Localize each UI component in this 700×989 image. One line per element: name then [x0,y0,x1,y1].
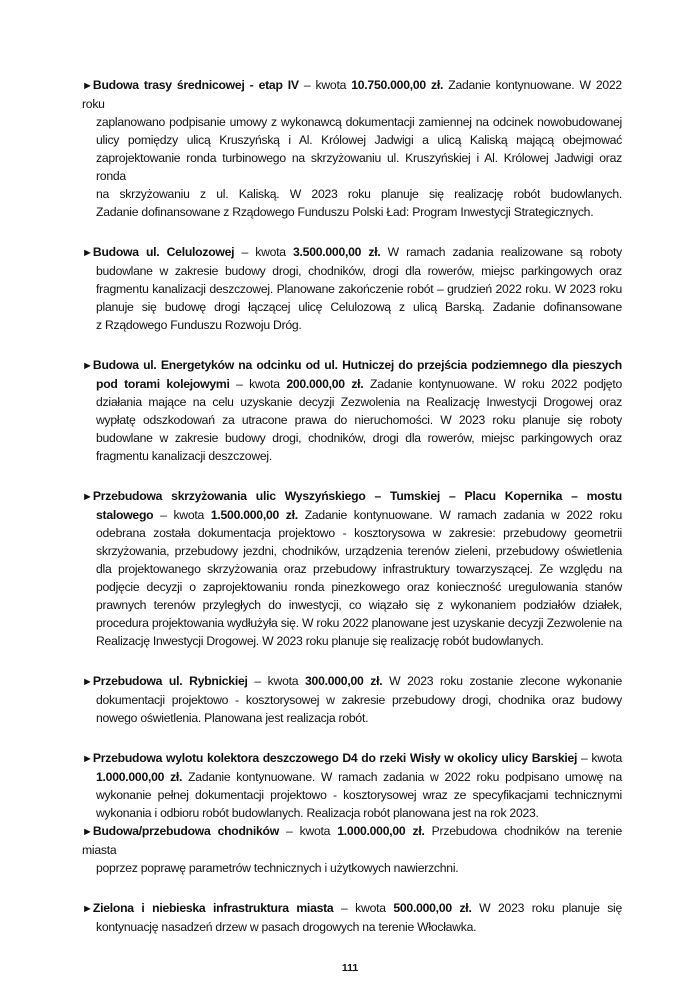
task-entry [82,243,622,334]
body-text: dla projektowanego skrzyżowania oraz przebudowy infrastruktury towarzyszącej. Ze względu na [96,562,622,576]
body-text: – kwota [577,751,623,765]
text-line [82,822,622,859]
task-entry [82,487,622,650]
body-text: fragmentu kanalizacji deszczowej. [96,449,273,463]
task-entry [82,749,622,822]
body-text: W 2023 roku zostanie zlecone wykonanie [382,674,622,688]
bullet-arrow-icon: ► [82,753,93,765]
body-text: ulicy pomiędzy ulicą Kruszyńską i Al. Królowej Jadwigi a ulicą Kaliską mającą obejmować [96,133,622,147]
text-line [82,375,622,393]
bullet-arrow-icon: ► [82,491,93,503]
body-text: planuje się budowę drogi łączącej ulicę Celulozową z ulicą Barską. Zadanie dofinansowane [96,300,622,314]
body-text: wykonanie pełnej dokumentacji projektowo - kosztorysowej wraz ze specyfikacjami technicznymi [96,788,622,802]
text-line [82,859,622,877]
task-entry [82,356,622,465]
bold-text: pod torami kolejowymi [96,377,230,391]
text-line [82,614,622,632]
body-text: – kwota [247,674,306,688]
body-text: Zadanie dofinansowane z Rządowego Funduszu Polski Ład: Program Inwestycji Strategicznych. [96,205,594,219]
body-text: W ramach zadania realizowane są roboty [380,245,622,259]
task-entry [82,822,622,877]
body-text: – kwota [278,824,338,838]
bold-text: Budowa trasy średnicowej - etap IV [92,78,299,92]
bold-text: Przebudowa ul. Rybnickiej [92,674,248,688]
body-text: – kwota [153,508,211,522]
body-text: z Rządowego Funduszu Rozwoju Dróg. [96,318,302,332]
bold-text: 1.500.000,00 zł. [210,508,298,522]
text-line [82,786,622,804]
bold-text: 1.000.000,00 zł. [337,824,425,838]
body-text: budowlane w zakresie budowy drogi, chodników, drogi dla rowerów, miejsc parkingowych oraz [96,264,622,278]
text-line [82,393,622,411]
text-line [82,487,622,506]
bold-text: stalowego [96,508,154,522]
text-line [82,578,622,596]
body-text: W 2023 roku planuje się [471,901,623,915]
body-text: podjęcie decyzji o zaprojektowaniu ronda pinezkowego oraz konieczność uregulowania stanów [96,580,622,594]
text-line [82,76,622,113]
body-text: budowlane w zakresie budowy drogi, chodników, drogi dla rowerów, miejsc parkingowych oraz [96,431,622,445]
body-text: wykonania i odbioru robót budowlanych. Realizacja robót planowana jest na rok 2023. [96,806,539,820]
body-text: procedura projektowania wydłużyła się. W roku 2022 planowane jest uzyskanie decyzji Zezwolenie na [96,616,622,630]
bullet-arrow-icon: ► [82,676,93,688]
body-text: poprzez poprawę parametrów technicznych i użytkowych nawierzchni. [96,861,459,875]
task-entry [82,672,622,727]
text-line [82,804,622,822]
bullet-arrow-icon: ► [82,826,93,838]
body-text: Realizację Inwestycji Drogowej. W 2023 roku planuje się realizację robót budowlanych. [96,634,544,648]
text-line [82,262,622,280]
body-text: – kwota [298,78,352,92]
text-line [82,691,622,709]
body-text: zaprojektowanie ronda turbinowego na skrzyżowaniu ul. Kruszyńskiej i Al. Królowej Jadwigi oraz ronda [96,151,622,183]
document-body [82,76,622,936]
body-text: Zadanie kontynuowane. W roku 2022 podjęto [363,377,622,391]
bullet-arrow-icon: ► [82,903,93,915]
bold-text: Przebudowa wylotu kolektora deszczowego D4 do rzeki Wisły w okolicy ulicy Barskiej [92,751,578,765]
text-line [82,447,622,465]
text-line [82,356,622,375]
bold-text: 300.000,00 zł. [305,674,383,688]
bold-text: 10.750.000,00 zł. [351,78,444,92]
text-line [82,709,622,727]
text-line [82,243,622,262]
text-line [82,524,622,542]
text-line [82,185,622,203]
text-line [82,560,622,578]
body-text: na skrzyżowaniu z ul. Kaliską. W 2023 roku planuje się realizację robót budowlanych. [96,187,622,201]
text-line [82,411,622,429]
task-entry [82,76,622,221]
body-text: Zadanie kontynuowane. W ramach zadania w 2022 roku [297,508,622,522]
body-text: kontynuację nasadzeń drzew w pasach drogowych na terenie Włocławka. [96,920,477,934]
body-text: Zadanie kontynuowane. W ramach zadania w 2022 roku podpisano umowę na [182,770,622,784]
bold-text: Budowa ul. Energetyków na odcinku od ul. Hutniczej do przejścia podziemnego dla pieszych [92,358,622,372]
text-line [82,113,622,131]
body-text: zaplanowano podpisanie umowy z wykonawcą dokumentacji zamiennej na odcinek nowobudowanej [96,115,622,129]
body-text: – kwota [229,377,287,391]
text-line [82,918,622,936]
body-text: Zadanie kontynuowane. W 2022 roku [82,78,622,111]
bold-text: Budowa ul. Celulozowej [92,245,235,259]
body-text: – kwota [333,901,394,915]
text-line [82,632,622,650]
page-number: 111 [341,962,359,974]
body-text: Przebudowa chodników na terenie miasta [82,824,622,857]
text-line [82,316,622,334]
body-text: wypłatę odszkodowań za utracone prawa do nieruchomości. W 2023 roku planuje się roboty [96,413,622,427]
bold-text: Budowa/przebudowa chodników [92,824,279,838]
text-line [82,899,622,918]
body-text: działania mające na celu uzyskanie decyzji Zezwolenia na Realizację Inwestycji Drogowej oraz [96,395,622,409]
body-text: fragmentu kanalizacji deszczowej. Planowane zakończenie robót – grudzień 2022 roku. W 2023 roku [96,282,622,296]
text-line [82,596,622,614]
text-line [82,506,622,524]
text-line [82,298,622,316]
body-text: prawnych terenów przyległych do inwestycji, co wiązało się z wykonaniem podziałów działek, [96,598,622,612]
text-line [82,749,622,768]
bullet-arrow-icon: ► [82,247,93,259]
body-text: – kwota [234,245,294,259]
text-line [82,429,622,447]
bold-text: 200.000,00 zł. [286,377,364,391]
text-line [82,203,622,221]
text-line [82,768,622,786]
text-line [82,131,622,149]
bold-text: Zielona i niebieska infrastruktura miasta [92,901,334,915]
bullet-arrow-icon: ► [82,360,93,372]
text-line [82,542,622,560]
body-text: nowego oświetlenia. Planowana jest realizacja robót. [96,711,369,725]
task-entry [82,899,622,936]
bold-text: 500.000,00 zł. [393,901,472,915]
text-line [82,672,622,691]
body-text: odebrana została dokumentacja projektowo - kosztorysowa w zakresie: przebudowy geometrii [96,526,622,540]
body-text: dokumentacji projektowo - kosztorysowej w zakresie przebudowy drogi, chodnika oraz budowy [96,693,622,707]
bold-text: Przebudowa skrzyżowania ulic Wyszyńskiego – Tumskiej – Placu Kopernika – mostu [92,489,622,503]
body-text: skrzyżowania, przebudowy jezdni, chodników, urządzenia terenów zieleni, przebudowy oświetlenia [96,544,622,558]
bullet-arrow-icon: ► [82,80,93,92]
bold-text: 3.500.000,00 zł. [293,245,381,259]
text-line [82,149,622,185]
text-line [82,280,622,298]
bold-text: 1.000.000,00 zł. [96,770,183,784]
